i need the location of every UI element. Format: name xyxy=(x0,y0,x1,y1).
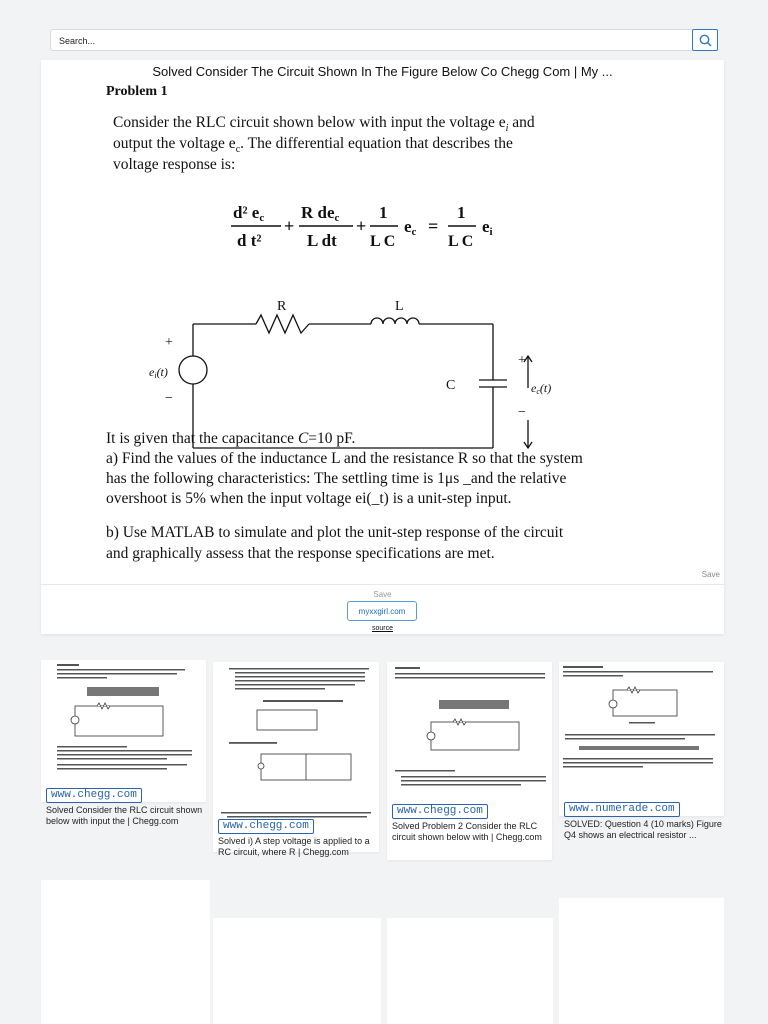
result-thumbnail xyxy=(41,660,206,790)
search-icon xyxy=(699,34,712,47)
svg-text:R dec: R dec xyxy=(301,203,340,224)
search-button[interactable] xyxy=(692,29,718,51)
search-input[interactable] xyxy=(59,33,679,48)
result-caption[interactable]: SOLVED: Question 4 (10 marks) Figure Q4 shows an electrical resistor ... xyxy=(564,819,722,840)
loading-card xyxy=(387,918,553,1024)
result-card-1[interactable] xyxy=(41,660,206,826)
svg-text:=: = xyxy=(428,216,439,236)
main-footer xyxy=(41,584,724,634)
svg-text:+: + xyxy=(284,216,295,236)
part-a-line-2: has the following characteristics: The settling time is 1μs _and the relative xyxy=(106,470,567,487)
svg-text:1: 1 xyxy=(379,203,388,222)
result-thumbnail xyxy=(213,662,379,820)
loading-card xyxy=(559,898,724,1024)
main-result-card xyxy=(41,60,724,634)
result-card-3[interactable] xyxy=(387,662,552,860)
result-card-4[interactable] xyxy=(559,662,724,840)
result-site-tag[interactable]: www.numerade.com xyxy=(564,802,680,817)
svg-text:ei(t): ei(t) xyxy=(149,365,168,380)
save-link-small[interactable]: Save xyxy=(701,570,720,579)
differential-equation xyxy=(231,199,531,259)
svg-text:−: − xyxy=(518,405,526,420)
intro-line-2: output the voltage $e_c$. The differential equation that describes the xyxy=(113,135,513,156)
svg-text:+: + xyxy=(518,353,526,368)
result-site-tag[interactable]: www.chegg.com xyxy=(46,788,142,803)
problem-document xyxy=(41,80,724,642)
svg-text:−: − xyxy=(165,391,173,406)
svg-text:+: + xyxy=(165,335,173,350)
svg-text:L C: L C xyxy=(448,233,474,250)
svg-text:d t²: d t² xyxy=(237,231,262,250)
svg-text:1: 1 xyxy=(457,203,466,222)
search-bar xyxy=(50,29,718,51)
svg-text:L: L xyxy=(395,299,404,314)
result-caption[interactable]: Solved Consider the RLC circuit shown below with input the | Chegg.com xyxy=(46,805,203,826)
loading-card xyxy=(41,880,210,1024)
given-capacitance: It is given that the capacitance C=10 pF. xyxy=(106,430,356,447)
problem-heading: Problem 1 xyxy=(106,84,168,99)
result-thumbnail xyxy=(387,662,552,792)
result-caption[interactable]: Solved Problem 2 Consider the RLC circuit shown below with | Chegg.com xyxy=(392,821,542,842)
rlc-circuit-diagram xyxy=(121,298,552,420)
part-a-line-3: overshoot is 5% when the input voltage ei(_t) is a unit-step input. xyxy=(106,490,512,507)
svg-text:L dt: L dt xyxy=(307,231,337,250)
svg-text:ei: ei xyxy=(482,217,493,238)
part-a-line-1: a) Find the values of the inductance L and the resistance R so that the system xyxy=(106,450,583,467)
result-caption[interactable]: Solved i) A step voltage is applied to a RC circuit, where R | Chegg.com xyxy=(218,836,370,857)
save-link[interactable]: Save xyxy=(373,590,392,599)
result-site-tag[interactable]: www.chegg.com xyxy=(392,804,488,819)
result-thumbnail xyxy=(559,662,724,802)
svg-text:C: C xyxy=(446,378,456,393)
svg-text:+: + xyxy=(356,216,367,236)
loading-card xyxy=(213,918,381,1024)
part-b-line-1: b) Use MATLAB to simulate and plot the unit-step response of the circuit xyxy=(106,524,564,541)
intro-line-1: Consider the RLC circuit shown below with input the voltage $e_i$ and xyxy=(113,114,535,135)
svg-text:d² ec: d² ec xyxy=(233,203,265,224)
svg-text:ec(t): ec(t) xyxy=(531,381,552,396)
part-b-line-2: and graphically assess that the response specifications are met. xyxy=(106,545,495,562)
result-title: Solved Consider The Circuit Shown In The Figure Below Co Chegg Com | My ... xyxy=(152,64,613,79)
svg-text:R: R xyxy=(277,299,287,314)
visit-site-button[interactable]: myxxgirl.com xyxy=(347,601,417,621)
result-site-tag[interactable]: www.chegg.com xyxy=(218,819,314,834)
svg-text:ec: ec xyxy=(404,217,417,238)
result-card-2[interactable] xyxy=(213,662,379,857)
source-link[interactable]: source xyxy=(371,625,393,632)
intro-line-3: voltage response is: xyxy=(113,156,236,173)
svg-text:L C: L C xyxy=(370,233,396,250)
